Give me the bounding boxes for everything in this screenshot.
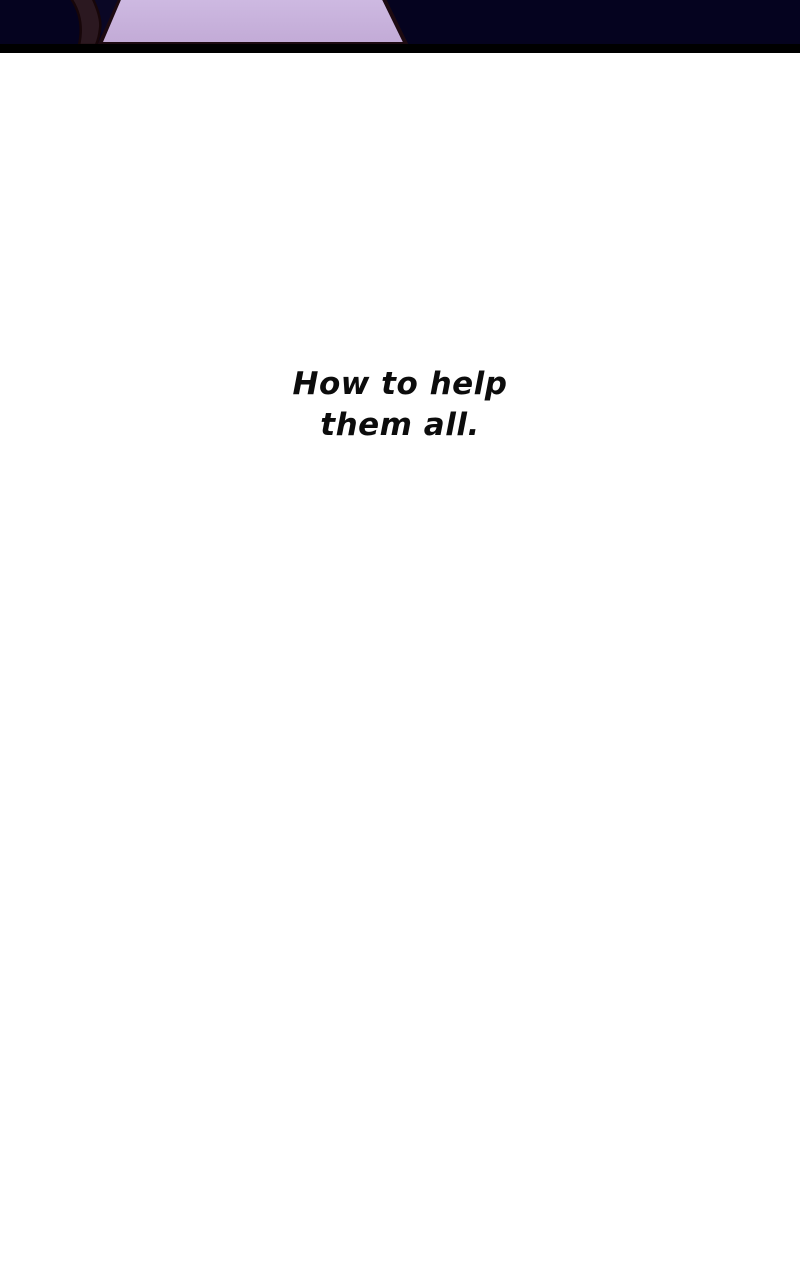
narration-caption xyxy=(0,364,800,446)
comic-panel-strip xyxy=(0,0,800,53)
panel-bottom-border xyxy=(0,44,800,53)
narration-line-1: How to help xyxy=(292,366,508,402)
lavender-skirt-shape xyxy=(100,0,406,44)
narration-line-2: them all. xyxy=(320,407,480,443)
panel-art xyxy=(0,0,800,53)
